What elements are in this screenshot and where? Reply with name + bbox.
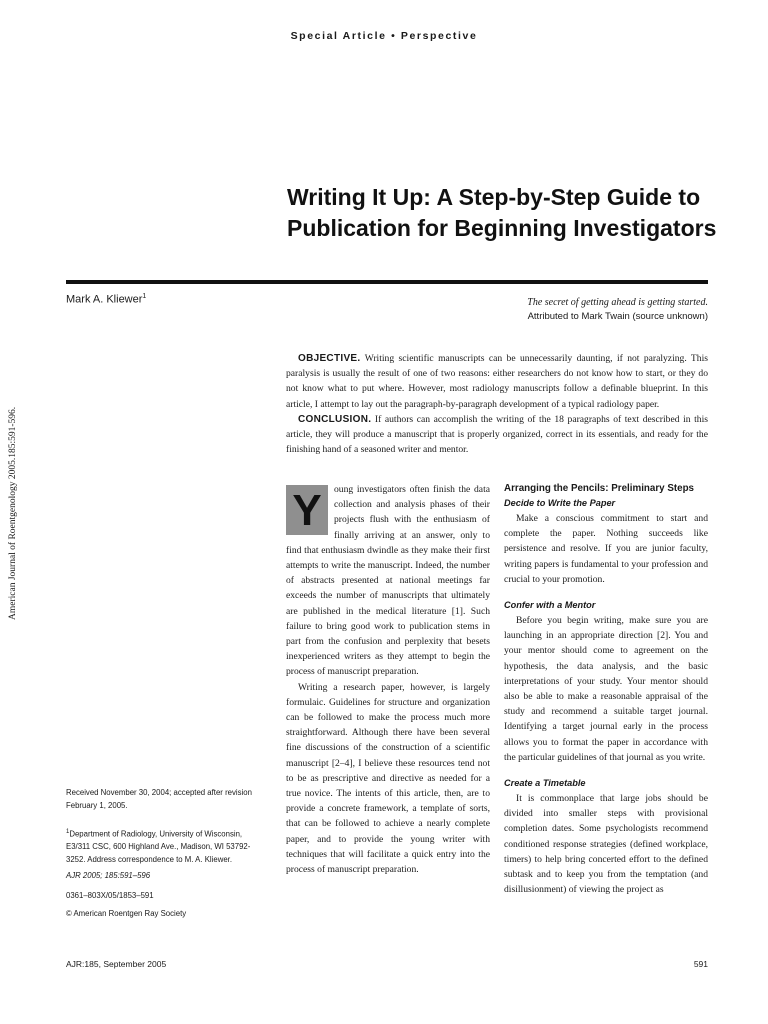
epigraph-attribution: Attributed to Mark Twain (source unknown) [527,311,708,322]
affiliation-note [66,826,266,866]
affiliation-text: Department of Radiology, University of Wisconsin, E3/311 CSC, 600 Highland Ave., Madison, WI 53792-3252. Address correspondence to M. A. Kliewer. [66,829,251,864]
author-affil-mark: 1 [142,293,147,300]
intro-paragraph-1 [286,482,490,680]
objective-label: OBJECTIVE. [298,353,361,364]
running-head: Special Article • Perspective [290,30,478,42]
body-column-left [286,482,490,877]
paragraph-timetable: It is commonplace that large jobs should be divided into smaller steps with provisional completion dates. Some psychologists recommend conditioned response strategies (defined workplace, timers) to help bring concerted effort to the defined subtask and to keep you from the temptation (and disillusionment) of viewing the project as [504,793,708,896]
conclusion-label: CONCLUSION. [298,413,372,425]
abstract-conclusion [286,412,708,458]
abstract-objective [286,351,708,412]
epigraph-quote: The secret of getting ahead is getting started. [527,297,708,308]
paragraph-decide: Make a conscious commitment to start and complete the paper. Nothing succeeds like persistence and resolve. If you are junior faculty, writing papers is fundamental to your profession and crucial to your promotion. [504,513,708,585]
author-line [66,293,146,306]
subheading-decide: Decide to Write the Paper [504,498,616,508]
issn-note: 0361–803X/05/1853–591 [66,891,154,900]
citation-note: AJR 2005; 185:591–596 [66,871,151,880]
paragraph-mentor: Before you begin writing, make sure you are launching in an appropriate direction [2]. You and your mentor should come to agreement on the hypothesis, the data analysis, and the basic interpretations of your study. Your mentor should also be able to make a reasonable appraisal of the study and recommend a suitable target journal. Identifying a target journal early in the process allows you to format the paper in accordance with the particular guidelines of that journal as you write. [504,615,708,763]
section-heading: Arranging the Pencils: Preliminary Steps [504,483,695,494]
subheading-mentor: Confer with a Mentor [504,600,596,611]
objective-text: Writing scientific manuscripts can be unnecessarily daunting, if not paralyzing. This paralysis is usually the result of one of two reasons: either researchers do not know how to start, or they do not know what to put where. However, most radiology manuscripts follow a definable blueprint. In this article, I attempt to lay out the paragraph-by-paragraph development of a typical radiology paper. [286,353,708,410]
article-title: Writing It Up: A Step-by-Step Guide to Publication for Beginning Investigators [287,184,717,241]
intro-paragraph-1-text: oung investigators often finish the data collection and analysis phases of their projects flush with the enthusiasm of finally arriving at an answer, only to find that enthusiasm dwindle as they make their first attempts to write the manuscript. Indeed, the number of abstracts presented at national meetings far exceeds the number of manuscripts that ultimately are published in the medical literature [1]. Such failure to bring good work to publication stems in part from the confusion and perplexity that besets inexperienced writers as they attempt to begin the process of manuscript preparation. [286,484,490,678]
title-rule [66,280,708,284]
sidebar-citation: American Journal of Roentgenology 2005.185:591-596. [8,406,18,620]
intro-paragraph-2: Writing a research paper, however, is largely formulaic. Guidelines for structure and organization can be followed to make the process much more straightforward. Although there have been several fine discussions of the construction of a scientific manuscript [2–4], I believe these resources tend not to be as prescriptive and directive as needed for a true novice. The intents of this article, then, are to provide a concrete framework, a template of sorts, that can be followed to achieve a nearly complete paper, and to provide the young writer with techniques that will facilitate a quick entry into the process of manuscript preparation. [286,681,490,876]
author-name: Mark A. Kliewer [66,293,143,306]
epigraph [430,296,708,324]
drop-cap: Y [286,485,328,535]
subheading-timetable: Create a Timetable [504,778,586,789]
copyright-note: © American Roentgen Ray Society [66,909,187,918]
abstract [286,351,708,457]
received-note: Received November 30, 2004; accepted after revision February 1, 2005. [66,788,252,810]
body-column-right [504,482,708,897]
footer-journal-issue: AJR:185, September 2005 [66,959,167,969]
footer-page-number: 591 [693,959,708,969]
conclusion-text: If authors can accomplish the writing of the 18 paragraphs of text described in this article, they will produce a manuscript that is properly organized, correct in its essentials, and ready for the finishing hand of a seasoned writer and mentor. [286,413,708,456]
affiliation-mark: 1 [66,829,70,835]
